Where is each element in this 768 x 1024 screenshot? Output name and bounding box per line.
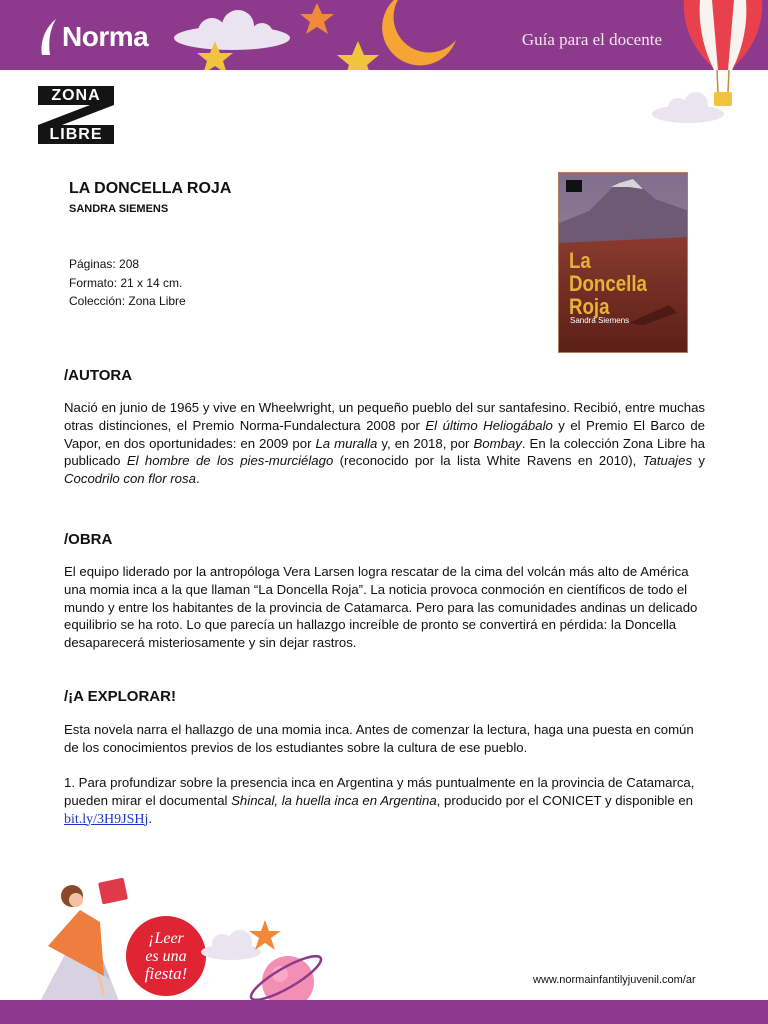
star-icon <box>196 40 234 70</box>
footer-bar <box>0 1000 768 1024</box>
book-cover <box>558 172 688 353</box>
book-format: Formato: 21 x 14 cm. <box>69 275 183 290</box>
brand-logo <box>38 17 148 57</box>
documentary-link[interactable]: bit.ly/3H9JSHj <box>64 811 149 827</box>
book-title: LA DONCELLA ROJA <box>69 180 232 197</box>
moon-icon <box>372 0 458 70</box>
autora-paragraph: Nació en junio de 1965 y vive en Wheelwright, un pequeño pueblo del sur santafesino. Recibió, entre muchas otras distinciones, el Premio Norma-Fundalectura 2008 por El último Heliogábalo y el Premio El Barco de Vapor, en dos oportunidades: en 2009 por La muralla y, en 2018, por Bombay. En la colección Zona Libre ha publicado El hombre de los pies-murciélago (reconocido por la lista White Ravens en 2010), Tatuajes y Cocodrilo con flor rosa. <box>64 400 705 487</box>
brand-name: Norma <box>62 21 149 52</box>
cloud-icon <box>650 90 726 124</box>
book-pages: Páginas: 208 <box>69 257 140 271</box>
badge-line2: es una <box>145 948 187 965</box>
badge-line3: fiesta! <box>144 964 188 983</box>
star-icon <box>299 2 335 36</box>
cover-collection-logo <box>566 180 582 192</box>
book-author: SANDRA SIEMENS <box>69 203 169 215</box>
explorar-intro: Esta novela narra el hallazgo de una momia inca. Antes de comenzar la lectura, haga una puesta en común de los conocimientos previos de los estudiantes sobre la cultura de ese pueblo. <box>64 722 694 755</box>
planet-icon <box>240 944 326 1008</box>
section-heading-explorar: /¡A EXPLORAR! <box>64 688 176 705</box>
cover-title: La Doncella Roja <box>569 248 647 319</box>
section-heading-autora: /AUTORA <box>64 367 133 384</box>
brand-swoosh-icon <box>38 17 60 57</box>
collection-logo-line2: LIBRE <box>38 125 114 144</box>
page-header <box>0 0 768 70</box>
explorar-item-1: 1. Para profundizar sobre la presencia inca en Argentina y más puntualmente en la provincia de Catamarca, pueden mirar el documental Shincal, la huella inca en Argentina, producido por el CONICET y disponible en bit.ly/3H9JSHj. <box>64 775 695 827</box>
guide-label: Guía para el docente <box>521 30 662 49</box>
cover-author: Sandra Siemens <box>570 316 630 325</box>
collection-logo <box>38 86 114 144</box>
footer-url: www.normainfantilyjuvenil.com/ar <box>533 974 696 986</box>
reading-party-badge <box>122 914 210 998</box>
obra-paragraph: El equipo liderado por la antropóloga Vera Larsen logra rescatar de la cima del volcán más alto de América una momia inca a la que llaman “La Doncella Roja”. La noticia provoca conmoción en científicos de todo el mundo y entre los habitantes de la provincia de Catamarca. Pero para las comunidades andinas un delicado equilibrio se ha roto. Lo que parecía un hallazgo increíble de pronto se convertirá en pérdida: la Doncella desaparecerá misteriosamente y sin dejar rastros. <box>64 564 698 651</box>
book-collection: Colección: Zona Libre <box>69 294 186 308</box>
badge-line1: ¡Leer <box>148 930 184 947</box>
book-metadata <box>69 255 186 311</box>
section-heading-obra: /OBRA <box>64 531 113 548</box>
collection-logo-line1: ZONA <box>38 86 114 105</box>
collection-slash-icon <box>38 105 114 125</box>
